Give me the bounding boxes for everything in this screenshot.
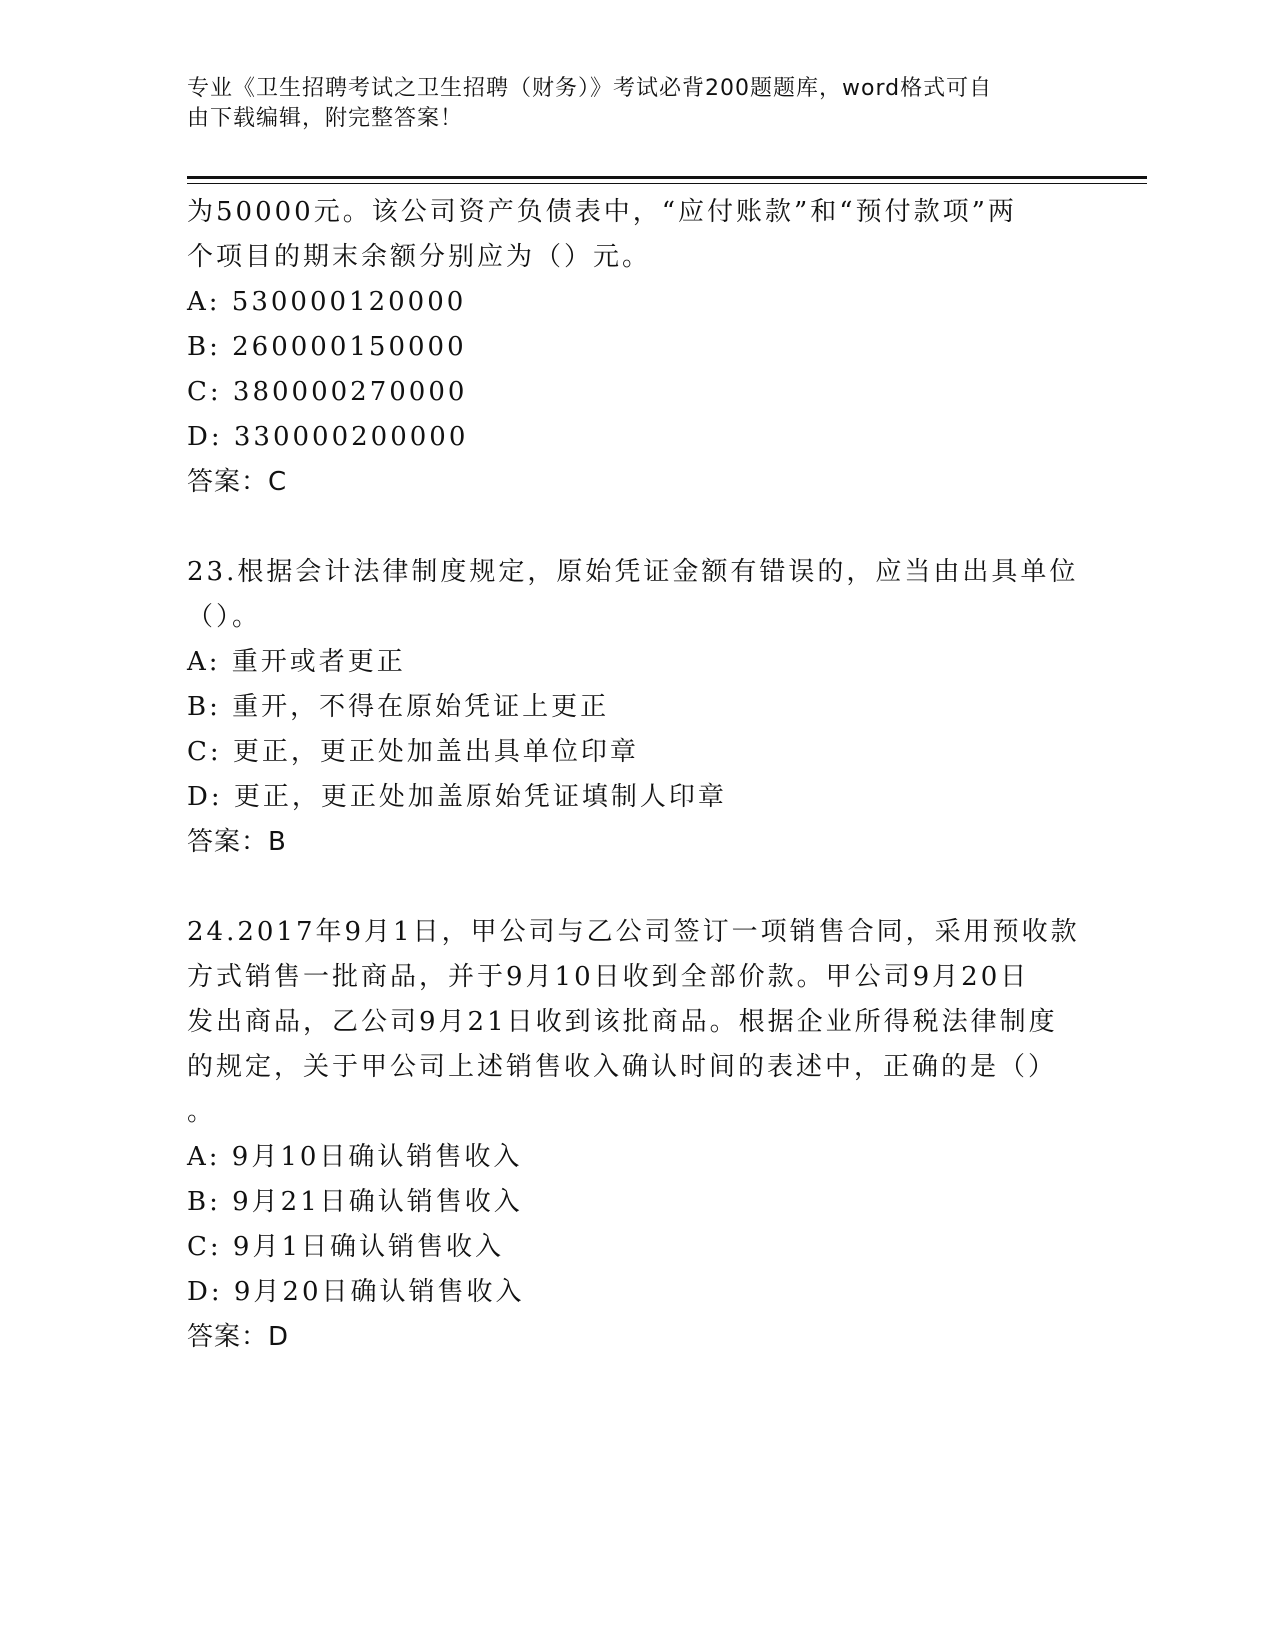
- question-22-answer: 答案：C: [187, 467, 288, 497]
- header-line-2: 由下载编辑，附完整答案！: [187, 106, 464, 131]
- question-22-text-line-2: 个项目的期末余额分别应为（）元。: [187, 242, 652, 272]
- question-22-option-b: B: 260000150000: [187, 332, 467, 362]
- question-22-block: [187, 190, 1087, 505]
- question-23-text-line-1: 23.根据会计法律制度规定，原始凭证金额有错误的，应当由出具单位: [187, 557, 1079, 587]
- question-24-option-d: D: 9月20日确认销售收入: [187, 1277, 525, 1307]
- question-24-text-line-5: 。: [187, 1097, 217, 1127]
- question-23-block: [187, 550, 1087, 865]
- question-24-text-line-3: 发出商品，乙公司9月21日收到该批商品。根据企业所得税法律制度: [187, 1007, 1058, 1037]
- question-22-text-line-1: 为50000元。该公司资产负债表中，“应付账款”和“预付款项”两: [187, 197, 1017, 227]
- question-24-block: [187, 910, 1087, 1360]
- question-23-option-d: D: 更正，更正处加盖原始凭证填制人印章: [187, 782, 727, 812]
- question-23-answer: 答案：B: [187, 827, 287, 857]
- question-23-option-b: B: 重开，不得在原始凭证上更正: [187, 692, 610, 722]
- question-23-text-line-2: （）。: [187, 602, 262, 632]
- question-24-answer: 答案：D: [187, 1322, 290, 1352]
- question-24-text-line-1: 24.2017年9月1日，甲公司与乙公司签订一项销售合同，采用预收款: [187, 917, 1080, 947]
- spacer: [187, 865, 1087, 910]
- header-divider-thin: [187, 183, 1147, 184]
- question-24-option-a: A: 9月10日确认销售收入: [187, 1142, 523, 1172]
- question-22-option-a: A: 530000120000: [187, 287, 467, 317]
- question-24-option-c: C: 9月1日确认销售收入: [187, 1232, 505, 1262]
- question-22-option-d: D: 330000200000: [187, 422, 469, 452]
- spacer: [187, 505, 1087, 550]
- page-header: [187, 74, 1087, 134]
- header-line-1: 专业《卫生招聘考试之卫生招聘（财务）》考试必背200题题库，word格式可自: [187, 76, 993, 101]
- question-22-option-c: C: 380000270000: [187, 377, 468, 407]
- question-24-option-b: B: 9月21日确认销售收入: [187, 1187, 523, 1217]
- question-23-option-c: C: 更正，更正处加盖出具单位印章: [187, 737, 639, 767]
- question-24-text-line-4: 的规定，关于甲公司上述销售收入确认时间的表述中，正确的是（）: [187, 1052, 1058, 1082]
- header-divider-thick: [187, 176, 1147, 179]
- question-content: [187, 190, 1087, 1360]
- question-24-text-line-2: 方式销售一批商品，并于9月10日收到全部价款。甲公司9月20日: [187, 962, 1030, 992]
- question-23-option-a: A: 重开或者更正: [187, 647, 406, 677]
